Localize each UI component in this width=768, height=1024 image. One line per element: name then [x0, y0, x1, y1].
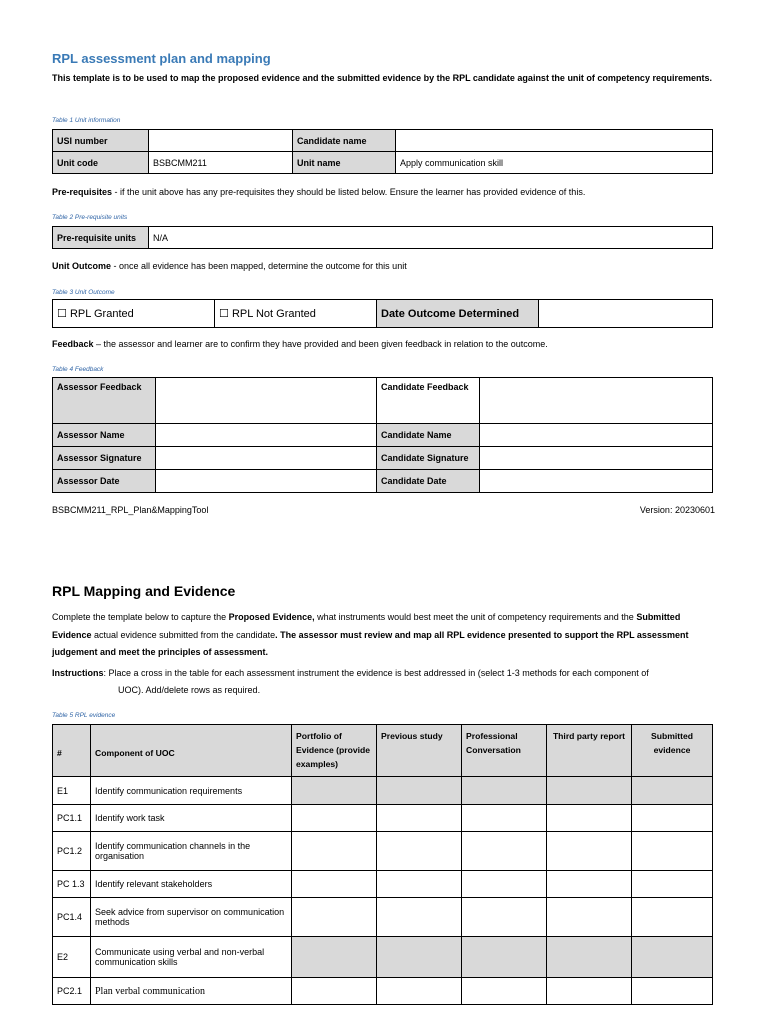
assessor-name-label: Assessor Name: [53, 424, 156, 447]
submitted-evidence-cell[interactable]: [632, 937, 713, 978]
page-title: RPL assessment plan and mapping: [52, 51, 271, 66]
table-row: [53, 937, 713, 978]
usi-number-label: USI number: [53, 130, 149, 152]
table-row: [53, 805, 713, 832]
assessor-name-field[interactable]: [156, 424, 377, 447]
unit-outcome-lead: Unit Outcome: [52, 261, 112, 271]
unit-name-value[interactable]: Apply communication skill: [396, 152, 713, 174]
portfolio-cell[interactable]: [292, 777, 377, 805]
table4-caption: Table 4 Feedback: [52, 366, 104, 373]
rpl-not-granted-option[interactable]: [215, 300, 377, 328]
mapping-intro-part: Complete the template below to capture the: [52, 612, 229, 622]
instructions-lead: Instructions: [52, 668, 104, 678]
footer-doc-id: BSBCMM211_RPL_Plan&MappingTool: [52, 505, 209, 515]
professional-conversation-cell[interactable]: [462, 898, 547, 937]
row-id: E1: [53, 777, 91, 805]
instructions: [52, 665, 714, 683]
portfolio-cell[interactable]: [292, 898, 377, 937]
col-header-component: Component of UOC: [91, 725, 292, 777]
assessor-date-field[interactable]: [156, 470, 377, 493]
previous-study-cell[interactable]: [377, 871, 462, 898]
third-party-report-cell[interactable]: [547, 805, 632, 832]
col-header-third-party-report: Third party report: [547, 725, 632, 777]
assessor-date-label: Assessor Date: [53, 470, 156, 493]
prerequisite-units-value[interactable]: N/A: [149, 227, 713, 249]
submitted-evidence-cell[interactable]: [632, 898, 713, 937]
previous-study-cell[interactable]: [377, 777, 462, 805]
row-component: Seek advice from supervisor on communication methods: [91, 898, 292, 937]
row-component: Plan verbal communication: [91, 978, 292, 1005]
instructions-text: : Place a cross in the table for each assessment instrument the evidence is best addressed in (select 1-3 methods for each component of: [103, 668, 649, 678]
feedback-text: – the assessor and learner are to confirm they have provided and been given feedback in relation to the outcome.: [93, 339, 548, 349]
mapping-intro: [52, 609, 714, 662]
portfolio-cell[interactable]: [292, 871, 377, 898]
unit-outcome-text: - once all evidence has been mapped, determine the outcome for this unit: [111, 261, 407, 271]
footer-version: Version: 20230601: [639, 505, 715, 515]
table-row: [53, 777, 713, 805]
table-header-row: [53, 725, 713, 777]
third-party-report-cell[interactable]: [547, 871, 632, 898]
row-component: Identify communication requirements: [91, 777, 292, 805]
mapping-intro-part: what instruments would best meet the unit of competency requirements and the: [314, 612, 637, 622]
submitted-evidence-cell[interactable]: [632, 978, 713, 1005]
col-header-portfolio: Portfolio of Evidence (provide examples): [292, 725, 377, 777]
prerequisites-text: - if the unit above has any pre-requisites they should be listed below. Ensure the learner has provided evidence of this.: [112, 187, 586, 197]
candidate-name-feedback-label: Candidate Name: [377, 424, 480, 447]
prerequisites-note: [52, 184, 714, 202]
mapping-intro-part: Proposed Evidence,: [228, 612, 315, 622]
candidate-name-label: Candidate name: [293, 130, 396, 152]
table-row: [53, 978, 713, 1005]
third-party-report-cell[interactable]: [547, 978, 632, 1005]
candidate-name-feedback-field[interactable]: [480, 424, 713, 447]
mapping-intro-part: actual evidence submitted from the candidate: [91, 629, 276, 640]
table-row: [53, 832, 713, 871]
third-party-report-cell[interactable]: [547, 777, 632, 805]
table2-caption: Table 2 Pre-requisite units: [52, 214, 128, 221]
professional-conversation-cell[interactable]: [462, 805, 547, 832]
mapping-intro-part: . The assessor must review and map all RPL evidence presented to support the RPL assessment judgement and meet the principles of assessment.: [52, 629, 689, 657]
row-id: PC1.2: [53, 832, 91, 871]
candidate-date-label: Candidate Date: [377, 470, 480, 493]
feedback-lead: Feedback: [52, 339, 94, 349]
prerequisite-units-label: Pre-requisite units: [53, 227, 149, 249]
previous-study-cell[interactable]: [377, 978, 462, 1005]
table-row: [53, 871, 713, 898]
professional-conversation-cell[interactable]: [462, 978, 547, 1005]
assessor-feedback-label: Assessor Feedback: [53, 378, 156, 424]
row-id: PC 1.3: [53, 871, 91, 898]
unit-code-label: Unit code: [53, 152, 149, 174]
table3-caption: Table 3 Unit Outcome: [52, 289, 115, 296]
professional-conversation-cell[interactable]: [462, 871, 547, 898]
checkbox-icon[interactable]: ☐: [219, 308, 229, 320]
candidate-date-field[interactable]: [480, 470, 713, 493]
row-component: Communicate using verbal and non-verbal communication skills: [91, 937, 292, 978]
assessor-signature-field[interactable]: [156, 447, 377, 470]
assessor-feedback-field[interactable]: [156, 378, 377, 424]
rpl-not-granted-label: RPL Not Granted: [231, 308, 316, 320]
unit-information-table: [52, 129, 713, 174]
date-outcome-label: Date Outcome Determined: [377, 300, 539, 328]
previous-study-cell[interactable]: [377, 937, 462, 978]
unit-code-value[interactable]: BSBCMM211: [149, 152, 293, 174]
col-header-submitted-evidence: Submitted evidence: [632, 725, 713, 777]
submitted-evidence-cell[interactable]: [632, 871, 713, 898]
portfolio-cell[interactable]: [292, 805, 377, 832]
professional-conversation-cell[interactable]: [462, 832, 547, 871]
feedback-table: [52, 377, 713, 493]
table5-caption: Table 5 RPL evidence: [52, 712, 116, 719]
row-id: PC2.1: [53, 978, 91, 1005]
instructions-continued: UOC). Add/delete rows as required.: [118, 685, 261, 695]
usi-number-field[interactable]: [149, 130, 293, 152]
candidate-signature-field[interactable]: [480, 447, 713, 470]
previous-study-cell[interactable]: [377, 805, 462, 832]
rpl-granted-option[interactable]: [53, 300, 215, 328]
candidate-signature-label: Candidate Signature: [377, 447, 480, 470]
col-header-previous-study: Previous study: [377, 725, 462, 777]
professional-conversation-cell[interactable]: [462, 777, 547, 805]
prerequisite-table: [52, 226, 713, 249]
intro-text: This template is to be used to map the proposed evidence and the submitted evidence by the RPL candidate against the unit of competency requirements.: [52, 73, 712, 83]
checkbox-icon[interactable]: ☐: [57, 308, 67, 320]
rpl-evidence-table: [52, 724, 713, 1005]
row-component: Identify work task: [91, 805, 292, 832]
third-party-report-cell[interactable]: [547, 898, 632, 937]
candidate-feedback-label: Candidate Feedback: [377, 378, 480, 424]
professional-conversation-cell[interactable]: [462, 937, 547, 978]
third-party-report-cell[interactable]: [547, 832, 632, 871]
previous-study-cell[interactable]: [377, 898, 462, 937]
feedback-note: [52, 336, 714, 354]
portfolio-cell[interactable]: [292, 832, 377, 871]
row-id: PC1.4: [53, 898, 91, 937]
third-party-report-cell[interactable]: [547, 937, 632, 978]
candidate-feedback-field[interactable]: [480, 378, 713, 424]
portfolio-cell[interactable]: [292, 937, 377, 978]
rpl-granted-label: RPL Granted: [69, 308, 134, 320]
date-outcome-field[interactable]: [539, 300, 713, 328]
previous-study-cell[interactable]: [377, 832, 462, 871]
submitted-evidence-cell[interactable]: [632, 832, 713, 871]
mapping-intro-part: Submitted Evidence: [52, 612, 681, 640]
submitted-evidence-cell[interactable]: [632, 805, 713, 832]
row-component: Identify relevant stakeholders: [91, 871, 292, 898]
row-id: E2: [53, 937, 91, 978]
row-component: Identify communication channels in the organisation: [91, 832, 292, 871]
unit-outcome-table: [52, 299, 713, 328]
row-id: PC1.1: [53, 805, 91, 832]
assessor-signature-label: Assessor Signature: [53, 447, 156, 470]
prerequisites-lead: Pre-requisites: [52, 187, 113, 197]
col-header-number: #: [53, 725, 91, 777]
col-header-professional-conversation: Professional Conversation: [462, 725, 547, 777]
table1-caption: Table 1 Unit information: [52, 117, 121, 124]
unit-outcome-note: [52, 258, 714, 276]
submitted-evidence-cell[interactable]: [632, 777, 713, 805]
candidate-name-field[interactable]: [396, 130, 713, 152]
portfolio-cell[interactable]: [292, 978, 377, 1005]
table-row: [53, 898, 713, 937]
unit-name-label: Unit name: [293, 152, 396, 174]
mapping-title: RPL Mapping and Evidence: [52, 583, 236, 599]
